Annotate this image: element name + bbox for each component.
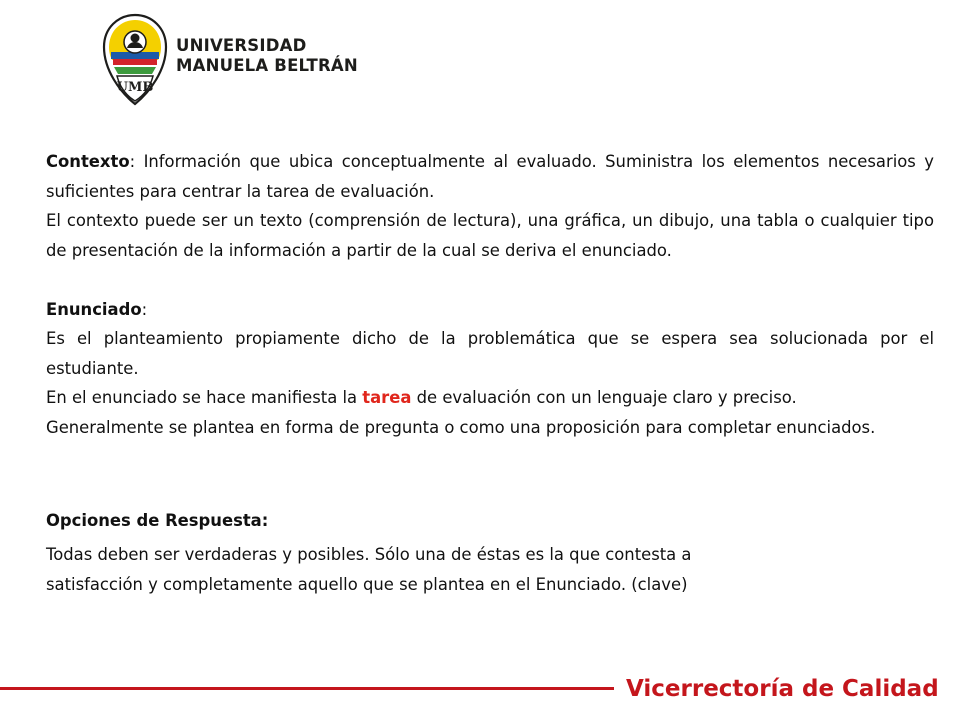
contexto-paragraph-2: El contexto puede ser un texto (comprensión de lectura), una gráfica, un dibujo, una tabla o cualquier tipo de presentación de la información a partir de la cual se deriva el enunciado.	[46, 211, 934, 260]
contexto-paragraph	[46, 147, 934, 206]
enunciado-heading	[46, 295, 934, 325]
enunciado-colon: :	[141, 299, 148, 319]
opciones-line-1: Todas deben ser verdaderas y posibles. Sólo una de éstas es la que contesta a	[46, 545, 692, 564]
university-seal-icon	[100, 12, 170, 107]
tarea-highlight: tarea	[362, 388, 412, 407]
opciones-text	[46, 540, 846, 600]
main-content	[46, 147, 934, 442]
seal-text: UMB	[116, 80, 154, 95]
enunciado-paragraph-2	[46, 383, 934, 413]
footer-title: Vicerrectoría de Calidad	[626, 676, 939, 702]
university-logo	[100, 12, 358, 107]
enunciado-paragraph-1: Es el planteamiento propiamente dicho de la problemática que se espera sea solucionada por el estudiante.	[46, 329, 934, 378]
enunciado-p2-before: En el enunciado se hace manifiesta la	[46, 388, 363, 407]
university-name-line1: UNIVERSIDAD	[176, 36, 307, 55]
footer-divider	[0, 687, 614, 690]
enunciado-p2-after: de evaluación con un lenguaje claro y preciso.	[411, 388, 797, 407]
university-name	[176, 36, 358, 76]
university-name-line2: MANUELA BELTRÁN	[176, 56, 358, 75]
contexto-term: Contexto	[46, 152, 130, 171]
opciones-heading: Opciones de Respuesta:	[46, 511, 269, 530]
spacer	[46, 265, 934, 295]
enunciado-paragraph-3: Generalmente se plantea en forma de pregunta o como una proposición para completar enunciados.	[46, 417, 876, 437]
enunciado-term: Enunciado	[46, 299, 142, 319]
contexto-definition: : Información que ubica conceptualmente al evaluado. Suministra los elementos necesarios y suficientes para centrar la tarea de evaluación.	[46, 152, 934, 201]
opciones-line-2: satisfacción y completamente aquello que se plantea en el Enunciado. (clave)	[46, 575, 688, 594]
